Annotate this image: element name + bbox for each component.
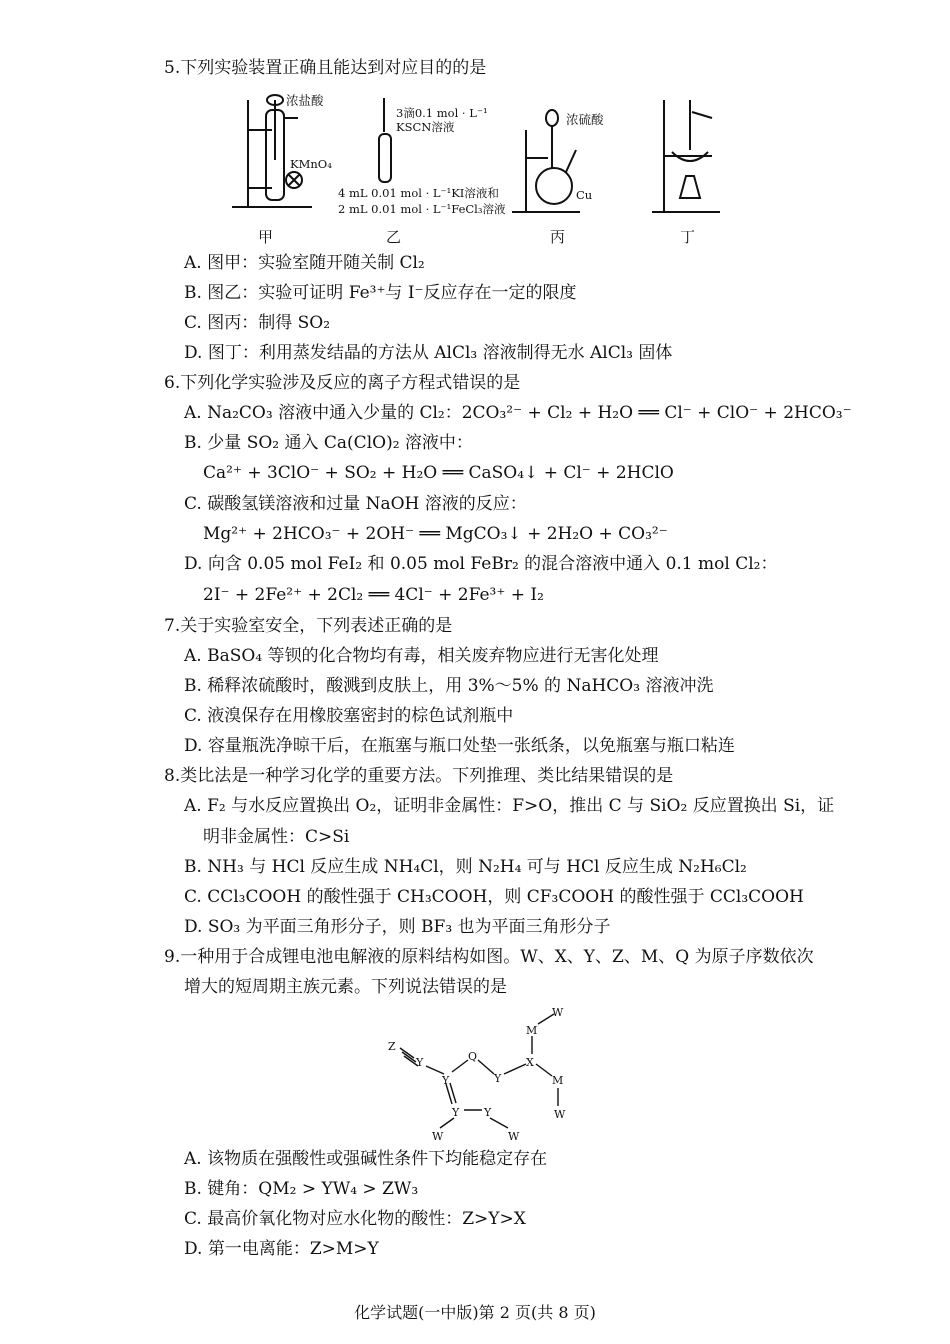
q7-stem: 7.关于实验室安全，下列表述正确的是 [164,616,453,636]
q8-option-a: A. F₂ 与水反应置换出 O₂，证明非金属性：F>O，推出 C 与 SiO₂ 反应置换出 Si，证 [184,796,835,816]
label-kscn-1: 3滴0.1 mol · L⁻¹ [396,106,488,120]
label-cu: Cu [576,188,593,202]
q5-option-d: D. 图丁：利用蒸发结晶的方法从 AlCl₃ 溶液制得无水 AlCl₃ 固体 [184,343,673,363]
q6-option-c: C. 碳酸氢镁溶液和过量 NaOH 溶液的反应： [184,494,527,514]
q8-stem: 8.类比法是一种学习化学的重要方法。下列推理、类比结果错误的是 [164,766,674,786]
q5-option-a: A. 图甲：实验室随开随关制 Cl₂ [184,253,425,273]
q7-option-b: B. 稀释浓硫酸时，酸溅到皮肤上，用 3%～5% 的 NaHCO₃ 溶液冲洗 [184,676,714,696]
caption-yi: 乙 [386,228,402,246]
q8-option-d: D. SO₃ 为平面三角形分子，则 BF₃ 也为平面三角形分子 [184,917,611,937]
q6-option-a: A. Na₂CO₃ 溶液中通入少量的 Cl₂：2CO₃²⁻ + Cl₂ + H₂O ══ Cl⁻ + ClO⁻ + 2HCO₃⁻ [184,403,852,423]
q5-option-c: C. 图丙：制得 SO₂ [184,313,331,333]
q8-option-b: B. NH₃ 与 HCl 反应生成 NH₄Cl，则 N₂H₄ 可与 HCl 反应生成 N₂H₆Cl₂ [184,857,747,877]
atom-w3: W [432,1130,444,1143]
atom-y2: Y [494,1072,502,1085]
atom-m2: M [552,1074,564,1087]
q5-stem: 5.下列实验装置正确且能达到对应目的的是 [164,58,487,78]
q7-option-a: A. BaSO₄ 等钡的化合物均有毒，相关废弃物应进行无害化处理 [184,646,659,666]
q6-option-c-equation: Mg²⁺ + 2HCO₃⁻ + 2OH⁻ ══ MgCO₃↓ + 2H₂O + CO₃²⁻ [203,524,668,544]
q8-option-a-cont: 明非金属性：C>Si [203,827,350,847]
q7-option-d: D. 容量瓶洗净晾干后，在瓶塞与瓶口处垫一张纸条，以免瓶塞与瓶口粘连 [184,736,735,756]
label-ki-1: 4 mL 0.01 mol · L⁻¹KI溶液和 [338,186,499,200]
q6-option-d-equation: 2I⁻ + 2Fe²⁺ + 2Cl₂ ══ 4Cl⁻ + 2Fe³⁺ + I₂ [203,585,544,605]
label-ki-2: 2 mL 0.01 mol · L⁻¹FeCl₃溶液 [338,202,506,216]
atom-y4: Y [452,1106,460,1119]
atom-q: Q [468,1050,478,1063]
q9-option-a: A. 该物质在强酸性或强碱性条件下均能稳定存在 [184,1149,548,1169]
atom-x: X [526,1056,534,1069]
atom-y1: Y [416,1056,424,1069]
q7-option-c: C. 液溴保存在用橡胶塞密封的棕色试剂瓶中 [184,706,514,726]
caption-ding: 丁 [680,228,696,246]
q6-stem: 6.下列化学实验涉及反应的离子方程式错误的是 [164,373,521,393]
q9-option-b: B. 键角：QM₂ > YW₄ > ZW₃ [184,1179,419,1199]
page-footer: 化学试题(一中版)第 2 页(共 8 页) [354,1303,596,1322]
atom-y3: Y [442,1074,450,1087]
q9-stem-cont: 增大的短周期主族元素。下列说法错误的是 [184,977,507,997]
q9-option-d: D. 第一电离能：Z>M>Y [184,1239,379,1259]
label-kscn-2: KSCN溶液 [396,120,455,134]
caption-jia: 甲 [258,228,274,246]
q8-option-c: C. CCl₃COOH 的酸性强于 CH₃COOH，则 CF₃COOH 的酸性强于 CCl₃COOH [184,887,804,907]
q6-option-b: B. 少量 SO₂ 通入 Ca(ClO)₂ 溶液中： [184,433,473,453]
label-h2so4: 浓硫酸 [566,112,604,127]
label-hcl: 浓盐酸 [286,93,324,108]
atom-m1: M [526,1024,538,1037]
caption-bing: 丙 [550,228,566,246]
label-kmno4: KMnO₄ [290,157,332,171]
q6-option-b-equation: Ca²⁺ + 3ClO⁻ + SO₂ + H₂O ══ CaSO₄↓ + Cl⁻ + 2HClO [203,463,674,483]
q9-option-c: C. 最高价氧化物对应水化物的酸性：Z>Y>X [184,1209,526,1229]
q9-stem: 9.一种用于合成锂电池电解液的原料结构如图。W、X、Y、Z、M、Q 为原子序数依次 [164,947,814,967]
atom-y5: Y [484,1106,492,1119]
atom-w4: W [508,1130,520,1143]
q6-option-d: D. 向含 0.05 mol FeI₂ 和 0.05 mol FeBr₂ 的混合溶液中通入 0.1 mol Cl₂： [184,554,778,574]
q5-option-b: B. 图乙：实验可证明 Fe³⁺与 I⁻反应存在一定的限度 [184,283,577,303]
atom-w1: W [552,1006,564,1019]
atom-z: Z [388,1040,396,1053]
atom-w2: W [554,1108,566,1121]
